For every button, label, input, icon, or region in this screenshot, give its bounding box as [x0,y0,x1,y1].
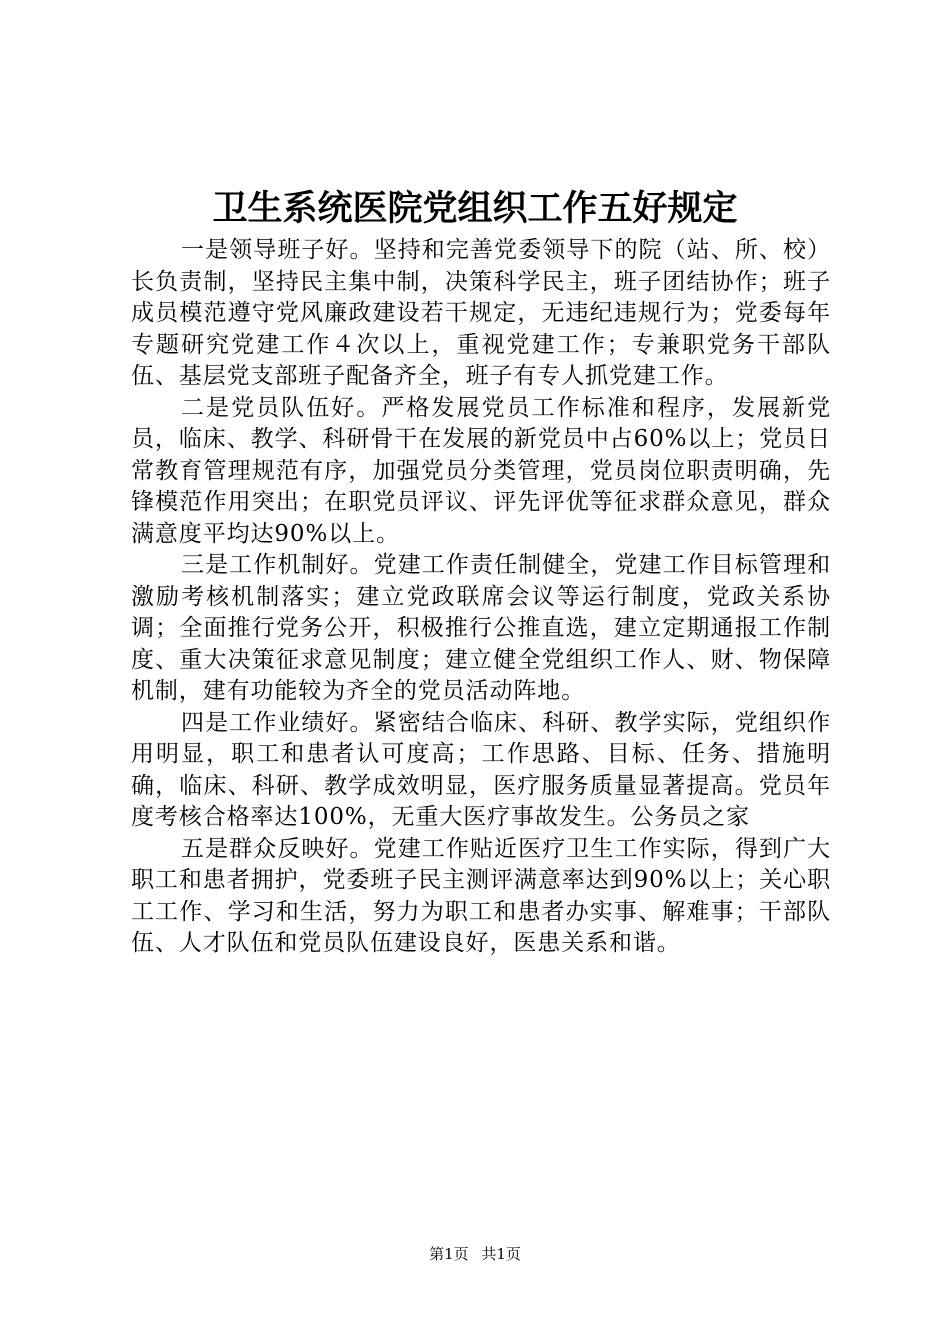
document-body [131,235,831,960]
paragraph-4: 四是工作业绩好。紧密结合临床、科研、教学实际，党组织作用明显，职工和患者认可度高；工作思路、目标、任务、措施明确，临床、科研、教学成效明显，医疗服务质量显著提高。党员年度考核合格率达100%，无重大医疗事故发生。公务员之家 [131,709,831,830]
paragraph-3: 三是工作机制好。党建工作责任制健全，党建工作目标管理和激励考核机制落实；建立党政联席会议等运行制度，党政关系协调；全面推行党务公开，积极推行公推直选，建立定期通报工作制度、重大决策征求意见制度；建立健全党组织工作人、财、物保障机制，建有功能较为齐全的党员活动阵地。 [131,552,831,704]
page-footer [0,1244,950,1264]
paragraph-2: 二是党员队伍好。严格发展党员工作标准和程序，发展新党员，临床、教学、科研骨干在发展的新党员中占60%以上；党员日常教育管理规范有序，加强党员分类管理，党员岗位职责明确，先锋模范作用突出；在职党员评议、评先评优等征求群众意见，群众满意度平均达90%以上。 [131,394,831,547]
paragraph-5: 五是群众反映好。党建工作贴近医疗卫生工作实际，得到广大职工和患者拥护，党委班子民主测评满意率达到90%以上；关心职工工作、学习和生活，努力为职工和患者办实事、解难事；干部队伍、人才队伍和党员队伍建设良好，医患关系和谐。 [131,835,831,956]
document-title: 卫生系统医院党组织工作五好规定 [212,188,738,229]
page-total: 共1页 [481,1245,521,1263]
page-number: 第1页 [429,1245,469,1263]
paragraph-1: 一是领导班子好。坚持和完善党委领导下的院（站、所、校）长负责制，坚持民主集中制，决策科学民主，班子团结协作；班子成员模范遵守党风廉政建设若干规定，无违纪违规行为；党委每年专题研究党建工作４次以上，重视党建工作；专兼职党务干部队伍、基层党支部班子配备齐全，班子有专人抓党建工作。 [131,237,831,389]
